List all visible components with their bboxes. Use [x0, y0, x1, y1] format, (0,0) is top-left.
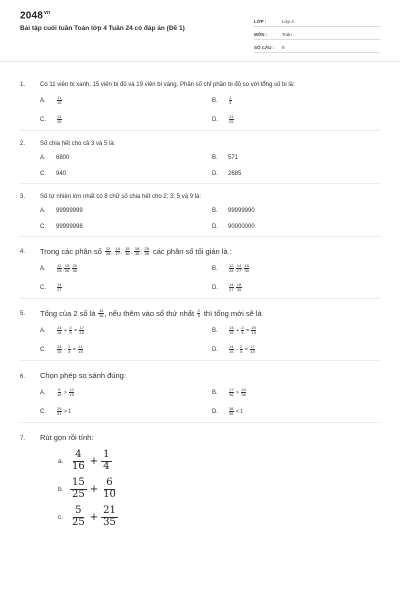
- option-b[interactable]: [212, 388, 384, 397]
- denominator: 15: [57, 330, 62, 335]
- option-c[interactable]: [40, 345, 212, 354]
- option-letter: A.: [40, 208, 46, 214]
- denominator: 15: [229, 330, 234, 335]
- option-letter: A.: [40, 389, 46, 396]
- logo-suffix: vn: [44, 10, 51, 16]
- numerator: 18: [244, 263, 249, 268]
- divider: [20, 130, 380, 131]
- denominator: 25: [229, 119, 234, 124]
- denominator: 35: [244, 268, 249, 273]
- fraction: [241, 388, 246, 397]
- denominator: 5: [197, 313, 200, 318]
- numerator: 1: [103, 449, 110, 460]
- equals-sign: =: [246, 327, 250, 334]
- question-text-pre: Tổng của 2 số là: [40, 309, 96, 318]
- numerator: 15: [125, 246, 130, 251]
- separator: ;: [111, 249, 113, 255]
- option-value: 2685: [228, 171, 242, 177]
- denominator: 27: [57, 287, 62, 292]
- fraction: [57, 326, 62, 335]
- fraction: [57, 283, 62, 292]
- denominator: 15: [57, 100, 62, 105]
- fraction: [57, 388, 62, 397]
- fraction: [69, 326, 72, 335]
- question-number: 3.: [20, 194, 26, 200]
- fraction: [57, 407, 62, 416]
- option-value: 99999990: [228, 208, 255, 214]
- numerator: 14: [229, 344, 234, 349]
- numerator: 9: [58, 387, 61, 392]
- denominator: 27: [229, 287, 234, 292]
- fraction: [229, 326, 234, 335]
- divider: [20, 183, 380, 184]
- option-b[interactable]: [212, 155, 384, 161]
- denominator: 15: [78, 349, 83, 354]
- question-number: 2.: [20, 141, 26, 147]
- separator: ;: [62, 266, 64, 271]
- fraction: [229, 407, 234, 416]
- denominator: 5: [240, 349, 243, 354]
- option-value: 99999998: [56, 224, 83, 230]
- page-title: Bài tập cuối tuần Toán lớp 4 Tuần 24 có đáp án (Đề 1): [20, 25, 185, 33]
- meta-value: Toán: [282, 32, 292, 37]
- option-c[interactable]: [40, 224, 212, 230]
- meta-label: SỐ CÂU :: [254, 45, 275, 50]
- question-text-mid: , nếu thêm vào số thứ nhất: [104, 309, 195, 318]
- option-letter: B.: [212, 208, 218, 214]
- denominator: 10: [103, 488, 116, 500]
- option-b[interactable]: [212, 326, 384, 335]
- fraction: [70, 478, 87, 500]
- numerator: 18: [134, 246, 140, 251]
- numerator: 14: [57, 282, 62, 287]
- denominator: 25: [72, 488, 85, 500]
- fraction: [70, 450, 87, 472]
- option-letter: B.: [212, 327, 218, 334]
- denominator: 36: [241, 392, 246, 397]
- question-text: Có 11 viên bi xanh, 15 viên bi đỏ và 19 viên bi vàng. Phân số chỉ phần bi đỏ so với tổng số bi là:: [40, 82, 295, 88]
- option-value: 90000000: [228, 224, 255, 230]
- numerator: 1: [229, 95, 232, 100]
- fraction-list: [105, 247, 150, 256]
- comparison-sign: >: [235, 389, 239, 396]
- question-3: [0, 194, 400, 230]
- fraction: [105, 246, 113, 256]
- question-number: 5.: [20, 310, 26, 317]
- numerator: 18: [236, 282, 242, 287]
- separator: ;: [234, 266, 236, 271]
- denominator: 27: [115, 251, 120, 256]
- divider: [20, 298, 380, 299]
- fraction: [68, 345, 71, 354]
- fraction: [134, 246, 142, 256]
- fraction: [101, 478, 118, 500]
- divider: [20, 236, 380, 237]
- fraction: [72, 264, 77, 273]
- numerator: 12: [57, 263, 62, 268]
- option-letter: A.: [40, 327, 46, 334]
- numerator: 6: [106, 477, 113, 488]
- option-d[interactable]: [212, 407, 384, 416]
- equals-sign: =: [72, 346, 76, 353]
- numerator: 14: [229, 325, 234, 330]
- operator: -: [235, 346, 238, 353]
- numerator: 2: [69, 325, 72, 330]
- option-letter: C.: [40, 408, 46, 415]
- denominator: 15: [57, 349, 62, 354]
- option-letter: C.: [40, 284, 46, 291]
- operator: +: [63, 327, 67, 334]
- fraction: [57, 96, 62, 105]
- option-a[interactable]: [40, 155, 212, 161]
- option-value: 940: [56, 171, 67, 177]
- denominator: 36: [125, 251, 130, 256]
- fraction: [57, 264, 62, 273]
- numerator: 14: [236, 263, 242, 268]
- denominator: 16: [72, 460, 85, 472]
- fraction: [115, 246, 123, 256]
- numerator: 4: [75, 449, 82, 460]
- fraction: [98, 309, 103, 318]
- fraction: [251, 326, 256, 335]
- question-text: Số tự nhiên lớn nhất có 8 chữ số chia hết cho 2; 3; 5 và 9 là:: [40, 194, 202, 200]
- separator: ;: [120, 249, 123, 255]
- option-d[interactable]: [212, 171, 384, 177]
- option-a[interactable]: [40, 388, 212, 397]
- option-letter: D.: [212, 284, 218, 291]
- fraction: [79, 326, 84, 335]
- option-d[interactable]: [212, 224, 384, 230]
- fraction: [69, 388, 74, 397]
- fraction: [241, 326, 244, 335]
- option-letter: C.: [40, 224, 46, 230]
- denominator: 35: [134, 251, 140, 256]
- denominator: 15: [57, 392, 62, 397]
- fraction: [250, 345, 255, 354]
- question-4: [0, 247, 400, 292]
- option-value: 99999999: [56, 208, 83, 214]
- option-letter: D.: [212, 224, 218, 230]
- numerator: 12: [229, 263, 234, 268]
- numerator: 14: [115, 246, 120, 251]
- option-c[interactable]: [40, 407, 212, 416]
- separator: ;: [130, 249, 132, 255]
- denominator: 36: [144, 251, 149, 256]
- denominator: 15: [98, 313, 104, 318]
- comparison-sign: > 1: [63, 408, 72, 415]
- numerator: 21: [103, 505, 116, 516]
- numerator: 15: [64, 263, 70, 268]
- denominator: 28: [57, 268, 62, 273]
- fraction: [101, 506, 118, 528]
- option-a[interactable]: [40, 326, 212, 335]
- option-letter: C.: [40, 116, 46, 123]
- fraction: [244, 264, 249, 273]
- option-letter: D.: [212, 116, 218, 123]
- separator: ;: [234, 285, 236, 290]
- question-text-pre: Trong các phân số: [40, 247, 102, 256]
- fraction: [229, 388, 234, 397]
- option-letter: B.: [212, 97, 218, 104]
- numerator: 17: [250, 344, 255, 349]
- question-number: 1.: [20, 82, 26, 88]
- question-6: [0, 371, 400, 416]
- separator: ;: [140, 249, 142, 255]
- option-b[interactable]: [212, 264, 384, 273]
- fraction: [229, 345, 234, 354]
- option-letter: A.: [40, 97, 46, 104]
- meta-value: 9: [282, 45, 285, 50]
- option-letter: D.: [212, 346, 218, 353]
- fraction: [57, 115, 62, 124]
- divider: [20, 360, 380, 361]
- denominator: 45: [57, 119, 62, 124]
- numerator: 17: [79, 325, 84, 330]
- fraction: [197, 309, 200, 318]
- operator: -: [63, 346, 66, 353]
- header: [0, 0, 400, 62]
- option-c[interactable]: [40, 283, 212, 292]
- option-c[interactable]: [40, 115, 212, 124]
- exercise-c: [58, 504, 380, 530]
- numerator: 25: [72, 263, 77, 268]
- question-number: 4.: [20, 248, 26, 255]
- option-d[interactable]: [212, 345, 384, 354]
- denominator: 4: [103, 460, 110, 472]
- question-text: Rút gọn rồi tính:: [40, 433, 94, 442]
- meta-count-row: [254, 40, 380, 53]
- option-letter: C.: [40, 171, 46, 177]
- option-d[interactable]: [212, 115, 384, 124]
- denominator: 15: [250, 349, 255, 354]
- denominator: 35: [229, 411, 234, 416]
- fraction: [64, 263, 72, 273]
- denominator: 28: [229, 268, 234, 273]
- option-letter: D.: [212, 171, 218, 177]
- numerator: 25: [144, 246, 149, 251]
- numerator: 24: [241, 387, 246, 392]
- logo-text: 2048: [20, 10, 44, 22]
- fraction: [229, 115, 234, 124]
- option-value: 6800: [56, 155, 70, 161]
- equals-sign: =: [74, 327, 78, 334]
- fraction: [78, 345, 83, 354]
- fraction: [125, 247, 130, 256]
- operator: +: [235, 327, 239, 334]
- option-letter: A.: [40, 265, 46, 272]
- meta-subject-row: [254, 27, 380, 40]
- equals-sign: =: [244, 346, 248, 353]
- exercise-letter: a.: [58, 457, 64, 465]
- question-5: [0, 309, 400, 354]
- separator: ;: [70, 266, 72, 271]
- numerator: 2: [241, 325, 244, 330]
- denominator: 35: [236, 287, 242, 292]
- meta-value: Lớp 4: [282, 19, 294, 24]
- question-number: 6.: [20, 374, 26, 380]
- option-c[interactable]: [40, 171, 212, 177]
- numerator: 29: [57, 406, 62, 411]
- meta-label: LỚP :: [254, 19, 267, 24]
- question-text-post: các phân số tối giản là :: [152, 247, 232, 256]
- option-b[interactable]: [212, 96, 384, 105]
- comparison-sign: >: [63, 389, 67, 396]
- fraction: [57, 345, 62, 354]
- denominator: 5: [69, 330, 72, 335]
- exercise-b: [58, 476, 380, 502]
- denominator: 15: [251, 330, 256, 335]
- numerator: 2: [197, 308, 200, 313]
- exercise-a: [58, 448, 380, 474]
- numerator: 14: [98, 308, 104, 313]
- option-letter: B.: [212, 389, 218, 396]
- denominator: 28: [105, 251, 111, 256]
- numerator: 11: [229, 114, 234, 119]
- option-b[interactable]: [212, 208, 384, 214]
- option-letter: C.: [40, 346, 46, 353]
- denominator: 3: [229, 100, 232, 105]
- numerator: 5: [75, 505, 82, 516]
- exercise-letter: c.: [58, 513, 64, 521]
- meta-label: MÔN :: [254, 32, 268, 37]
- question-7: [0, 433, 400, 530]
- denominator: 15: [79, 330, 84, 335]
- question-text-post: thì tổng mới sẽ là: [203, 309, 262, 318]
- denominator: 35: [103, 516, 116, 528]
- divider: [20, 422, 380, 423]
- question-number: 7.: [20, 436, 26, 442]
- fraction: [229, 96, 232, 105]
- denominator: 25: [72, 516, 85, 528]
- numerator: 14: [229, 282, 234, 287]
- numerator: 20: [251, 325, 256, 330]
- numerator: 12: [105, 246, 111, 251]
- option-letter: A.: [40, 155, 46, 161]
- option-value: 571: [228, 155, 239, 161]
- separator: ;: [242, 266, 244, 271]
- numerator: 2: [240, 344, 243, 349]
- numerator: 11: [57, 114, 62, 119]
- denominator: 27: [236, 268, 242, 273]
- question-2: [0, 141, 400, 177]
- question-text: Số chia hết cho cả 3 và 5 là:: [40, 141, 116, 147]
- option-a[interactable]: [40, 208, 212, 214]
- numerator: 38: [229, 406, 234, 411]
- numerator: 14: [57, 344, 62, 349]
- option-a[interactable]: [40, 96, 212, 105]
- denominator: 15: [229, 349, 234, 354]
- fraction: [240, 345, 243, 354]
- fraction: [236, 263, 244, 273]
- numerator: 15: [72, 477, 85, 488]
- operator: +: [89, 483, 99, 495]
- numerator: 12: [69, 387, 74, 392]
- option-letter: B.: [212, 265, 218, 272]
- numerator: 17: [229, 387, 234, 392]
- meta-info: [254, 14, 380, 53]
- option-d[interactable]: [212, 283, 384, 292]
- option-letter: D.: [212, 408, 218, 415]
- operator: +: [89, 455, 99, 467]
- denominator: 36: [229, 392, 234, 397]
- operator: +: [89, 511, 99, 523]
- option-a[interactable]: [40, 264, 212, 273]
- fraction: [70, 506, 87, 528]
- exercise-letter: b.: [58, 485, 64, 493]
- denominator: 31: [57, 411, 62, 416]
- denominator: 36: [64, 268, 70, 273]
- question-1: [0, 82, 400, 124]
- option-letter: B.: [212, 155, 218, 161]
- numerator: 2: [68, 344, 71, 349]
- numerator: 14: [57, 325, 62, 330]
- comparison-sign: < 1: [235, 408, 244, 415]
- denominator: 36: [72, 268, 77, 273]
- numerator: 11: [57, 95, 62, 100]
- fraction: [229, 264, 234, 273]
- denominator: 5: [68, 349, 71, 354]
- fraction: [144, 247, 149, 256]
- question-text: Chọn phép so sánh đúng:: [40, 371, 126, 380]
- fraction: [236, 283, 241, 292]
- denominator: 15: [69, 392, 74, 397]
- meta-class-row: [254, 14, 380, 27]
- numerator: 11: [78, 344, 83, 349]
- denominator: 5: [241, 330, 244, 335]
- fraction: [229, 283, 234, 292]
- fraction: [101, 450, 111, 472]
